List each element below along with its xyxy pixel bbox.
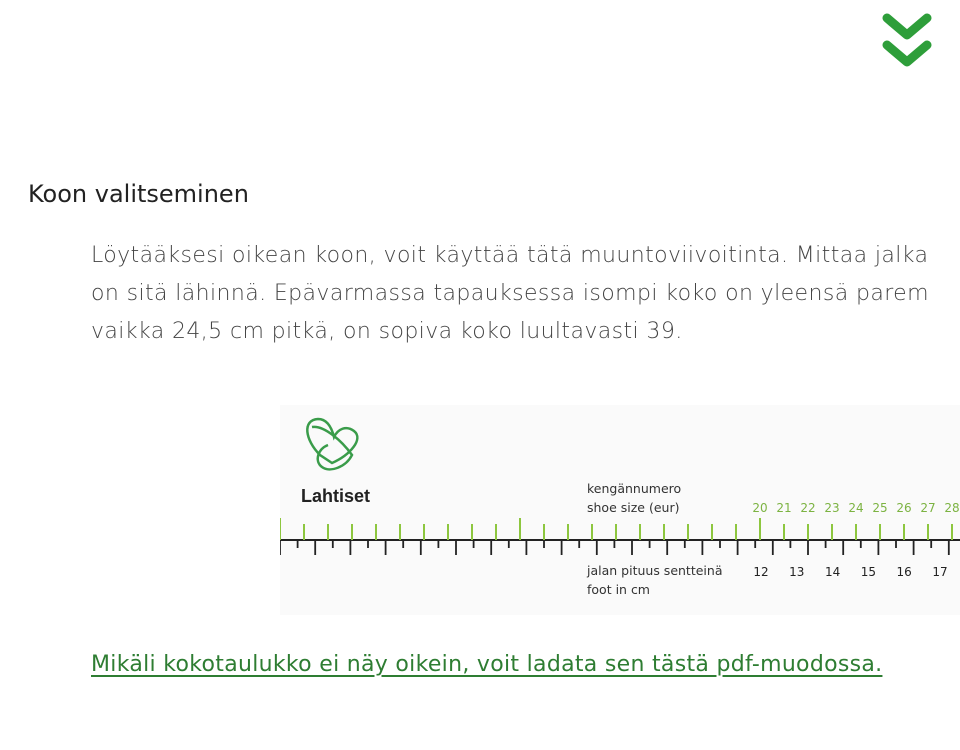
foot-length-label: 13 [789,565,805,579]
intro-line: Löytääksesi oikean koon, voit käyttää tätä muuntoviivoitinta. Mittaa jalka [91,243,929,268]
foot-length-label: 16 [896,565,912,579]
section-title: Koon valitseminen [28,180,249,208]
shoe-size-label: 25 [872,501,888,515]
ruler-ticks [280,518,960,555]
shoe-size-label: 21 [776,501,792,515]
shoe-size-label: 28 [944,501,960,515]
shoe-size-label-fi: kengännumero [587,481,682,496]
shoe-size-label: 26 [896,501,912,515]
foot-length-label: 14 [824,565,841,579]
foot-length-label: 15 [860,565,877,579]
foot-length-label: 17 [932,565,948,579]
shoe-size-label: 20 [752,501,768,515]
foot-length-label-en: foot in cm [587,582,650,597]
hearts-logo-icon [307,419,357,469]
size-ruler [280,405,960,615]
shoe-size-label: 24 [848,501,864,515]
intro-line: vaikka 24,5 cm pitkä, on sopiva koko luultavasti 39. [91,319,683,344]
double-chevron-down-icon [878,10,936,76]
intro-text [91,237,960,351]
foot-length-labels [753,565,947,579]
foot-length-label: 12 [753,565,769,579]
shoe-size-label: 22 [800,501,816,515]
intro-line: on sitä lähinnä. Epävarmassa tapauksessa isompi koko on yleensä parem [91,281,929,306]
pdf-download-link[interactable]: Mikäli kokotaulukko ei näy oikein, voit ladata sen tästä pdf-muodossa. [91,652,883,677]
shoe-size-labels [752,501,959,515]
brand-name: Lahtiset [301,486,371,506]
size-ruler-image [280,405,960,615]
foot-length-label-fi: jalan pituus sentteinä [587,563,723,578]
scroll-down-button[interactable] [878,10,936,76]
shoe-size-label: 23 [824,501,840,515]
shoe-size-label-en: shoe size (eur) [587,500,680,515]
shoe-size-label: 27 [920,501,936,515]
